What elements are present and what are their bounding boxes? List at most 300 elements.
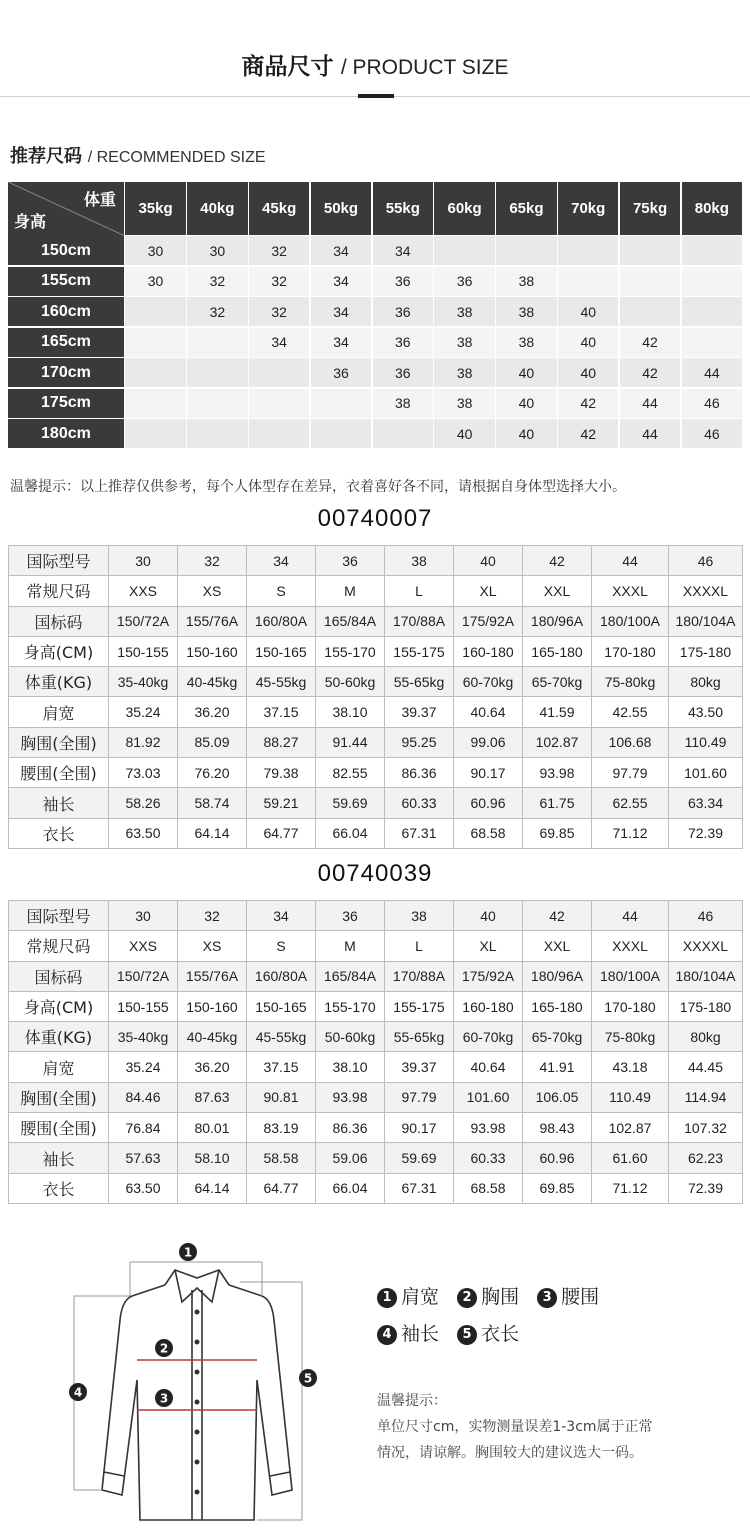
weight-header-cell: 80kg — [682, 182, 742, 235]
size-table-cell: S — [247, 931, 316, 961]
size-table-cell: 40.64 — [454, 1052, 523, 1082]
recommended-size-cell: 34 — [311, 297, 371, 326]
size-table-cell: 180/100A — [592, 606, 669, 636]
size-table-cell: 55-65kg — [385, 667, 454, 697]
size-table-cell: 63.50 — [109, 1173, 178, 1203]
recommended-size-cell — [434, 236, 494, 265]
size-table-cell: 50-60kg — [316, 667, 385, 697]
size-table-cell: 55-65kg — [385, 1022, 454, 1052]
recommended-size-cell — [682, 297, 742, 326]
size-row-label: 肩宽 — [9, 1052, 109, 1082]
size-table-cell: 150-165 — [247, 991, 316, 1021]
size-table-row — [9, 991, 743, 1021]
size-table-cell: 175/92A — [454, 961, 523, 991]
recommended-size-cell — [373, 419, 433, 448]
recommended-header-row — [8, 182, 742, 236]
size-table-cell: 40 — [454, 901, 523, 931]
size-table-cell: 160-180 — [454, 636, 523, 666]
size-table-cell: XXXL — [592, 931, 669, 961]
size-table-cell: 57.63 — [109, 1143, 178, 1173]
size-table-cell: 45-55kg — [247, 667, 316, 697]
size-table-row — [9, 727, 743, 757]
recommended-size-cell: 40 — [558, 328, 618, 357]
size-table-cell: 180/96A — [523, 606, 592, 636]
size-table-cell: XXS — [109, 576, 178, 606]
size-table-cell: 86.36 — [316, 1113, 385, 1143]
size-table-cell: 71.12 — [592, 818, 669, 848]
size-table-cell: 34 — [247, 546, 316, 576]
size-row-label: 国标码 — [9, 606, 109, 636]
recommended-size-cell: 42 — [620, 328, 680, 357]
marker-4 — [69, 1383, 87, 1401]
size-table-cell: 170-180 — [592, 991, 669, 1021]
corner-height-label: 身高 — [14, 212, 47, 231]
size-table-row — [9, 576, 743, 606]
recommended-size-cell: 30 — [125, 236, 185, 265]
size-table-cell: 80kg — [669, 667, 743, 697]
recommended-size-cell: 38 — [373, 389, 433, 418]
weight-header-cell: 65kg — [496, 182, 556, 235]
size-table-cell: 82.55 — [316, 758, 385, 788]
size-table-cell: 42.55 — [592, 697, 669, 727]
recommended-size-grid — [8, 182, 742, 450]
size-table-cell: 67.31 — [385, 818, 454, 848]
recommended-size-cell — [187, 358, 247, 387]
size-table-cell: 155-175 — [385, 636, 454, 666]
height-label-cell: 150cm — [8, 236, 124, 265]
recommended-row — [8, 236, 742, 267]
size-table-cell: 175/92A — [454, 606, 523, 636]
size-table-2 — [8, 900, 743, 1204]
recommended-size-cell — [187, 328, 247, 357]
size-table-cell: 60.33 — [454, 1143, 523, 1173]
recommended-row — [8, 419, 742, 450]
recommended-row — [8, 358, 742, 389]
size-table-cell: 85.09 — [178, 727, 247, 757]
size-table-cell: 58.26 — [109, 788, 178, 818]
size-row-label: 国际型号 — [9, 546, 109, 576]
size-table-cell: XL — [454, 931, 523, 961]
size-row-label: 体重(KG) — [9, 1022, 109, 1052]
recommended-size-cell — [311, 419, 371, 448]
recommended-size-cell — [620, 267, 680, 296]
weight-header-cell: 55kg — [373, 182, 433, 235]
size-table-row — [9, 961, 743, 991]
size-table-row — [9, 1052, 743, 1082]
size-table-cell: 150-155 — [109, 991, 178, 1021]
size-table-cell: M — [316, 931, 385, 961]
recommended-size-cell — [125, 297, 185, 326]
size-table-row — [9, 546, 743, 576]
corner-weight-label: 体重 — [83, 190, 116, 209]
size-row-label: 体重(KG) — [9, 667, 109, 697]
size-table-cell: XXL — [523, 576, 592, 606]
size-table-cell: 30 — [109, 901, 178, 931]
height-label-cell: 165cm — [8, 328, 124, 357]
recommended-size-cell: 42 — [620, 358, 680, 387]
size-table-cell: 60-70kg — [454, 667, 523, 697]
recommended-size-cell: 38 — [496, 297, 556, 326]
size-table-cell: 46 — [669, 901, 743, 931]
weight-header-cell: 40kg — [187, 182, 247, 235]
size-table-cell: 59.06 — [316, 1143, 385, 1173]
grid-corner-cell — [8, 182, 124, 236]
size-table-cell: 34 — [247, 901, 316, 931]
recommended-size-cell: 36 — [373, 267, 433, 296]
recommended-size-cell: 36 — [373, 297, 433, 326]
size-table-cell: 37.15 — [247, 1052, 316, 1082]
height-label-cell: 175cm — [8, 389, 124, 418]
size-table-cell: 90.17 — [385, 1113, 454, 1143]
size-table-cell: 150/72A — [109, 961, 178, 991]
recommended-size-cell: 40 — [558, 358, 618, 387]
size-table-cell: 69.85 — [523, 1173, 592, 1203]
size-table-row — [9, 606, 743, 636]
note-line-1: 单位尺寸cm，实物测量误差1-3cm属于正常 — [377, 1419, 653, 1435]
size-table-cell: 59.69 — [385, 1143, 454, 1173]
size-table-cell: 65-70kg — [523, 667, 592, 697]
size-table-cell: 160/80A — [247, 606, 316, 636]
recommended-size-cell: 34 — [311, 328, 371, 357]
weight-header-cell: 35kg — [125, 182, 185, 235]
size-table-cell: 36.20 — [178, 1052, 247, 1082]
size-table-cell: 93.98 — [454, 1113, 523, 1143]
size-table-cell: 160-180 — [454, 991, 523, 1021]
size-table-cell: 150-165 — [247, 636, 316, 666]
legend-item-sleeve: 4 袖长 — [377, 1317, 439, 1352]
size-table-row — [9, 1022, 743, 1052]
size-table-cell: 150-160 — [178, 636, 247, 666]
size-table-cell: 165-180 — [523, 991, 592, 1021]
height-label-cell: 170cm — [8, 358, 124, 387]
size-table-cell: 63.50 — [109, 818, 178, 848]
size-row-label: 袖长 — [9, 788, 109, 818]
recommended-size-cell: 30 — [125, 267, 185, 296]
size-table-cell: 80.01 — [178, 1113, 247, 1143]
size-row-label: 胸围(全围) — [9, 727, 109, 757]
legend-item-length: 5 衣长 — [457, 1317, 519, 1352]
size-table-cell: 87.63 — [178, 1082, 247, 1112]
size-table-cell: 155-170 — [316, 636, 385, 666]
recommended-size-cell: 36 — [373, 328, 433, 357]
marker-3 — [155, 1389, 173, 1407]
size-table-cell: XL — [454, 576, 523, 606]
size-table-cell: 102.87 — [592, 1113, 669, 1143]
size-table-row — [9, 818, 743, 848]
recommended-size-cell: 38 — [434, 389, 494, 418]
recommended-size-cell: 38 — [496, 267, 556, 296]
size-table-row — [9, 636, 743, 666]
size-table-cell: 180/96A — [523, 961, 592, 991]
recommended-row — [8, 328, 742, 359]
size-table-cell: 62.23 — [669, 1143, 743, 1173]
size-table-cell: 40-45kg — [178, 667, 247, 697]
recommended-size-cell: 42 — [558, 389, 618, 418]
size-table-cell: 165/84A — [316, 961, 385, 991]
page-header — [0, 0, 750, 97]
recommended-size-cell — [558, 267, 618, 296]
size-table-cell: XXXXL — [669, 931, 743, 961]
marker-5 — [299, 1369, 317, 1387]
size-table-cell: 180/100A — [592, 961, 669, 991]
size-table-cell: 50-60kg — [316, 1022, 385, 1052]
size-table-cell: 67.31 — [385, 1173, 454, 1203]
size-table-cell: 37.15 — [247, 697, 316, 727]
recommended-size-cell — [682, 267, 742, 296]
size-row-label: 腰围(全围) — [9, 1113, 109, 1143]
size-table-cell: 58.58 — [247, 1143, 316, 1173]
size-table-cell: 59.21 — [247, 788, 316, 818]
recommended-size-cell — [125, 328, 185, 357]
size-table-cell: 81.92 — [109, 727, 178, 757]
shirt-outline — [102, 1270, 292, 1520]
size-table-cell: 101.60 — [669, 758, 743, 788]
size-table-cell: 44 — [592, 546, 669, 576]
weight-header-cell: 70kg — [558, 182, 618, 235]
size-table-row — [9, 1113, 743, 1143]
recommended-title-cn: 推荐尺码 — [10, 146, 82, 167]
recommended-size-cell — [125, 419, 185, 448]
recommended-size-cell — [620, 297, 680, 326]
recommended-size-cell: 38 — [434, 297, 494, 326]
size-table-cell: 106.05 — [523, 1082, 592, 1112]
recommended-size-cell: 46 — [682, 389, 742, 418]
recommended-size-cell: 44 — [682, 358, 742, 387]
size-table-cell: XXL — [523, 931, 592, 961]
size-table-cell: 155-175 — [385, 991, 454, 1021]
size-table-cell: 64.77 — [247, 818, 316, 848]
size-table-cell: 45-55kg — [247, 1022, 316, 1052]
size-row-label: 身高(CM) — [9, 991, 109, 1021]
size-table-cell: 72.39 — [669, 818, 743, 848]
size-table-cell: 30 — [109, 546, 178, 576]
size-table-row — [9, 1082, 743, 1112]
recommended-size-cell — [311, 389, 371, 418]
size-row-label: 胸围(全围) — [9, 1082, 109, 1112]
recommended-size-cell: 46 — [682, 419, 742, 448]
size-table-cell: 58.74 — [178, 788, 247, 818]
weight-header-cell: 50kg — [311, 182, 371, 235]
weight-header-cell: 75kg — [620, 182, 680, 235]
recommended-size-cell: 36 — [373, 358, 433, 387]
page-title-cn: 商品尺寸 — [241, 54, 334, 80]
recommended-size-cell: 40 — [496, 389, 556, 418]
size-table-cell: 60.96 — [454, 788, 523, 818]
recommended-size-cell — [558, 236, 618, 265]
size-table-cell: 90.17 — [454, 758, 523, 788]
size-row-label: 衣长 — [9, 1173, 109, 1203]
size-table-row — [9, 697, 743, 727]
size-table-cell: 88.27 — [247, 727, 316, 757]
size-table-cell: 76.20 — [178, 758, 247, 788]
size-table-cell: 43.50 — [669, 697, 743, 727]
size-table-row — [9, 1173, 743, 1203]
size-table-cell: 65-70kg — [523, 1022, 592, 1052]
recommended-size-cell: 32 — [249, 267, 309, 296]
size-table-cell: 155-170 — [316, 991, 385, 1021]
size-table-cell: 72.39 — [669, 1173, 743, 1203]
size-table-cell: L — [385, 931, 454, 961]
size-table-cell: 60-70kg — [454, 1022, 523, 1052]
size-table-cell: M — [316, 576, 385, 606]
size-table-cell: 35-40kg — [109, 667, 178, 697]
size-table-cell: 32 — [178, 546, 247, 576]
size-table-cell: 36 — [316, 546, 385, 576]
size-table-cell: 98.43 — [523, 1113, 592, 1143]
size-table-cell: 40.64 — [454, 697, 523, 727]
legend-row-2 — [377, 1315, 611, 1352]
size-table-cell: 42 — [523, 546, 592, 576]
size-table-cell: 73.03 — [109, 758, 178, 788]
size-table-cell: 63.34 — [669, 788, 743, 818]
size-table-cell: 36 — [316, 901, 385, 931]
size-table-cell: 91.44 — [316, 727, 385, 757]
size-table-row — [9, 901, 743, 931]
size-table-cell: 107.32 — [669, 1113, 743, 1143]
size-table-cell: 99.06 — [454, 727, 523, 757]
size-table-cell: 38.10 — [316, 697, 385, 727]
diagram-markers — [69, 1243, 317, 1407]
size-table-cell: 165/84A — [316, 606, 385, 636]
recommended-size-cell — [249, 358, 309, 387]
measurement-note — [377, 1388, 653, 1466]
size-table-row — [9, 1143, 743, 1173]
size-table-cell: L — [385, 576, 454, 606]
size-table-1 — [8, 545, 743, 849]
size-table-cell: 114.94 — [669, 1082, 743, 1112]
recommended-size-cell — [187, 419, 247, 448]
size-table-cell: 66.04 — [316, 818, 385, 848]
size-table-cell: 155/76A — [178, 606, 247, 636]
note-line-2: 情况，请谅解。胸围较大的建议选大一码。 — [377, 1445, 643, 1461]
size-table-cell: 93.98 — [316, 1082, 385, 1112]
recommended-title-en: / RECOMMENDED SIZE — [87, 149, 266, 166]
size-table-cell: 61.75 — [523, 788, 592, 818]
recommended-size-cell — [682, 328, 742, 357]
size-table-cell: 35.24 — [109, 697, 178, 727]
size-table-cell: 97.79 — [592, 758, 669, 788]
recommended-size-cell — [125, 389, 185, 418]
recommended-size-cell — [125, 358, 185, 387]
size-table-cell: 95.25 — [385, 727, 454, 757]
recommended-size-cell: 42 — [558, 419, 618, 448]
svg-text:1: 1 — [183, 1245, 193, 1260]
size-table-row — [9, 788, 743, 818]
recommended-size-cell: 38 — [496, 328, 556, 357]
size-table-cell: S — [247, 576, 316, 606]
size-table-row — [9, 667, 743, 697]
recommended-size-cell: 36 — [434, 267, 494, 296]
product-code-1: 00740007 — [317, 505, 433, 532]
size-table-cell: 150/72A — [109, 606, 178, 636]
svg-text:5: 5 — [303, 1371, 313, 1386]
size-table-cell: XXS — [109, 931, 178, 961]
size-table-cell: 93.98 — [523, 758, 592, 788]
size-table-row — [9, 931, 743, 961]
recommended-size-cell: 34 — [373, 236, 433, 265]
size-row-label: 袖长 — [9, 1143, 109, 1173]
size-table-cell: 86.36 — [385, 758, 454, 788]
size-row-label: 腰围(全围) — [9, 758, 109, 788]
recommended-size-cell: 34 — [311, 236, 371, 265]
recommended-size-cell: 30 — [187, 236, 247, 265]
size-table-cell: 61.60 — [592, 1143, 669, 1173]
size-table-cell: 106.68 — [592, 727, 669, 757]
measurement-legend — [377, 1278, 611, 1352]
page-title — [0, 50, 750, 85]
recommended-size-cell: 40 — [434, 419, 494, 448]
size-table-cell: 64.14 — [178, 818, 247, 848]
size-table-cell: 101.60 — [454, 1082, 523, 1112]
size-row-label: 衣长 — [9, 818, 109, 848]
recommendation-tip: 温馨提示：以上推荐仅供参考，每个人体型存在差异，衣着喜好各不同，请根据自身体型选择大小。 — [10, 479, 626, 495]
size-table-cell: 110.49 — [592, 1082, 669, 1112]
size-table-cell: 44 — [592, 901, 669, 931]
weight-header-cell: 45kg — [249, 182, 309, 235]
height-label-cell: 155cm — [8, 267, 124, 296]
size-table-cell: 102.87 — [523, 727, 592, 757]
size-table-cell: 170/88A — [385, 606, 454, 636]
size-table-cell: 79.38 — [247, 758, 316, 788]
recommended-size-cell — [620, 236, 680, 265]
size-table-cell: 62.55 — [592, 788, 669, 818]
recommended-size-cell: 38 — [434, 328, 494, 357]
size-table-cell: 165-180 — [523, 636, 592, 666]
size-table-cell: 64.14 — [178, 1173, 247, 1203]
size-table-cell: 76.84 — [109, 1113, 178, 1143]
size-table-cell: 75-80kg — [592, 667, 669, 697]
size-table-cell: 90.81 — [247, 1082, 316, 1112]
weight-header-cell: 60kg — [434, 182, 494, 235]
size-table-cell: 35-40kg — [109, 1022, 178, 1052]
size-table-cell: 170-180 — [592, 636, 669, 666]
legend-item-chest: 2 胸围 — [457, 1280, 519, 1315]
size-table-cell: 150-155 — [109, 636, 178, 666]
recommended-size-cell — [496, 236, 556, 265]
recommended-size-cell: 44 — [620, 389, 680, 418]
size-table-cell: 35.24 — [109, 1052, 178, 1082]
recommended-size-cell: 36 — [311, 358, 371, 387]
note-title: 温馨提示： — [377, 1393, 447, 1409]
recommended-size-cell — [249, 389, 309, 418]
recommended-size-cell: 32 — [249, 297, 309, 326]
size-table-cell: 180/104A — [669, 606, 743, 636]
svg-text:3: 3 — [159, 1391, 169, 1406]
size-table-cell: 75-80kg — [592, 1022, 669, 1052]
size-table-cell: 69.85 — [523, 818, 592, 848]
marker-2 — [155, 1339, 173, 1357]
recommended-size-cell: 32 — [187, 297, 247, 326]
recommended-row — [8, 297, 742, 328]
size-table-cell: 60.33 — [385, 788, 454, 818]
size-row-label: 国标码 — [9, 961, 109, 991]
recommended-size-cell: 40 — [496, 358, 556, 387]
size-table-cell: 160/80A — [247, 961, 316, 991]
size-table-cell: XS — [178, 576, 247, 606]
size-table-cell: 83.19 — [247, 1113, 316, 1143]
recommended-size-cell: 32 — [187, 267, 247, 296]
header-accent-bar — [358, 94, 394, 98]
recommended-size-cell: 40 — [496, 419, 556, 448]
size-table-cell: 84.46 — [109, 1082, 178, 1112]
recommended-title — [10, 144, 266, 171]
recommended-size-cell: 34 — [311, 267, 371, 296]
product-code-2: 00740039 — [317, 860, 433, 887]
shirt-measurement-diagram — [62, 1240, 332, 1530]
size-table-cell: 36.20 — [178, 697, 247, 727]
recommended-size-cell: 40 — [558, 297, 618, 326]
size-table-cell: 41.59 — [523, 697, 592, 727]
